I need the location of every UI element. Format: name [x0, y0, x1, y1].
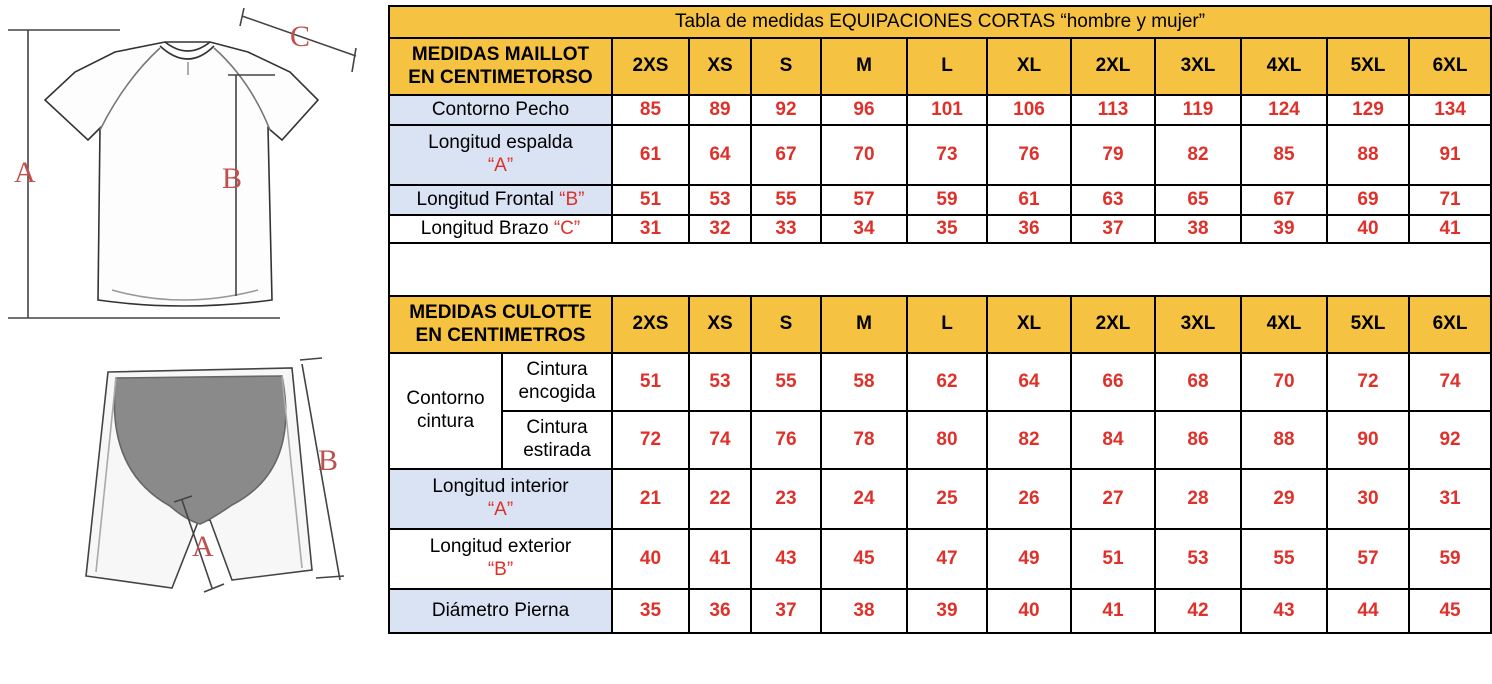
value-cell: 119: [1155, 95, 1241, 125]
maillot-header: [389, 38, 612, 95]
row-label: [389, 589, 612, 633]
value-cell: 51: [612, 353, 689, 411]
value-cell: 26: [987, 469, 1071, 529]
size-header: XS: [689, 38, 751, 95]
value-cell: 49: [987, 529, 1071, 589]
value-cell: 124: [1241, 95, 1327, 125]
jersey-label-c: C: [290, 20, 311, 53]
value-cell: 70: [821, 125, 907, 185]
row-label-line2: estirada: [523, 440, 591, 461]
value-cell: 68: [1155, 353, 1241, 411]
size-header: M: [821, 296, 907, 353]
value-cell: 41: [1071, 589, 1155, 633]
shorts-label-b: B: [318, 444, 339, 477]
value-cell: 78: [821, 411, 907, 469]
row-label-text: Longitud interior: [432, 476, 569, 498]
value-cell: 92: [751, 95, 821, 125]
value-cell: 73: [907, 125, 987, 185]
table-row: [389, 353, 1491, 411]
value-cell: 82: [987, 411, 1071, 469]
value-cell: 53: [689, 353, 751, 411]
value-cell: 55: [1241, 529, 1327, 589]
value-cell: 43: [751, 529, 821, 589]
value-cell: 88: [1241, 411, 1327, 469]
value-cell: 64: [689, 125, 751, 185]
culotte-header-line2: EN CENTIMETROS: [415, 324, 586, 346]
size-header: XL: [987, 296, 1071, 353]
table-row: [389, 215, 1491, 243]
value-cell: 113: [1071, 95, 1155, 125]
spacer-cell: [389, 243, 1491, 296]
table-row: [389, 95, 1491, 125]
size-header: 2XS: [612, 38, 689, 95]
shorts-diagram: [86, 358, 344, 592]
value-cell: 72: [1327, 353, 1409, 411]
maillot-header-line1: MEDIDAS MAILLOT: [411, 43, 590, 65]
value-cell: 23: [751, 469, 821, 529]
value-cell: 57: [821, 185, 907, 215]
row-label: [389, 215, 612, 243]
row-label-suffix: “A”: [487, 499, 514, 520]
value-cell: 37: [751, 589, 821, 633]
value-cell: 38: [821, 589, 907, 633]
value-cell: 76: [751, 411, 821, 469]
size-header: 3XL: [1155, 38, 1241, 95]
row-label-suffix: “C”: [553, 217, 581, 239]
value-cell: 29: [1241, 469, 1327, 529]
value-cell: 45: [821, 529, 907, 589]
value-cell: 31: [1409, 469, 1491, 529]
value-cell: 84: [1071, 411, 1155, 469]
shorts-label-a: A: [192, 530, 214, 563]
table-row: [389, 125, 1491, 185]
table-title: Tabla de medidas EQUIPACIONES CORTAS “hombre y mujer”: [389, 6, 1491, 38]
size-header: 5XL: [1327, 296, 1409, 353]
value-cell: 61: [612, 125, 689, 185]
value-cell: 35: [612, 589, 689, 633]
row-label: [389, 95, 612, 125]
value-cell: 40: [612, 529, 689, 589]
group-label-line2: cintura: [416, 411, 475, 432]
maillot-header-line2: EN CENTIMETORSO: [408, 66, 593, 88]
value-cell: 69: [1327, 185, 1409, 215]
row-label: [502, 353, 612, 411]
group-label-line1: Contorno: [406, 388, 485, 410]
value-cell: 38: [1155, 215, 1241, 243]
table-row: [389, 185, 1491, 215]
group-label: [389, 353, 502, 469]
value-cell: 85: [1241, 125, 1327, 185]
value-cell: 76: [987, 125, 1071, 185]
value-cell: 58: [821, 353, 907, 411]
value-cell: 80: [907, 411, 987, 469]
size-header: XS: [689, 296, 751, 353]
size-header: 5XL: [1327, 38, 1409, 95]
value-cell: 63: [1071, 185, 1155, 215]
jersey-label-b: B: [222, 162, 243, 195]
size-header: 6XL: [1409, 296, 1491, 353]
value-cell: 44: [1327, 589, 1409, 633]
size-header: 4XL: [1241, 38, 1327, 95]
value-cell: 37: [1071, 215, 1155, 243]
size-header: M: [821, 38, 907, 95]
row-label-line2: encogida: [518, 382, 596, 403]
value-cell: 36: [987, 215, 1071, 243]
value-cell: 53: [1155, 529, 1241, 589]
row-label-suffix: “B”: [559, 188, 585, 210]
value-cell: 90: [1327, 411, 1409, 469]
size-header: S: [751, 38, 821, 95]
value-cell: 88: [1327, 125, 1409, 185]
value-cell: 89: [689, 95, 751, 125]
value-cell: 31: [612, 215, 689, 243]
value-cell: 61: [987, 185, 1071, 215]
row-label-text: Longitud espalda: [428, 132, 573, 154]
table-row: [389, 529, 1491, 589]
value-cell: 51: [1071, 529, 1155, 589]
value-cell: 39: [1241, 215, 1327, 243]
value-cell: 70: [1241, 353, 1327, 411]
value-cell: 66: [1071, 353, 1155, 411]
size-header: L: [907, 296, 987, 353]
row-label-text: Longitud Brazo: [420, 217, 549, 239]
table-row: [389, 469, 1491, 529]
value-cell: 34: [821, 215, 907, 243]
value-cell: 43: [1241, 589, 1327, 633]
value-cell: 41: [689, 529, 751, 589]
row-label-line1: Cintura: [526, 417, 588, 439]
value-cell: 36: [689, 589, 751, 633]
value-cell: 25: [907, 469, 987, 529]
row-label-text: Longitud Frontal: [416, 188, 554, 210]
value-cell: 91: [1409, 125, 1491, 185]
size-header: 3XL: [1155, 296, 1241, 353]
value-cell: 96: [821, 95, 907, 125]
value-cell: 106: [987, 95, 1071, 125]
title-row: [389, 6, 1491, 38]
value-cell: 101: [907, 95, 987, 125]
value-cell: 33: [751, 215, 821, 243]
table-row: [389, 411, 1491, 469]
value-cell: 45: [1409, 589, 1491, 633]
value-cell: 30: [1327, 469, 1409, 529]
value-cell: 21: [612, 469, 689, 529]
value-cell: 35: [907, 215, 987, 243]
value-cell: 41: [1409, 215, 1491, 243]
value-cell: 32: [689, 215, 751, 243]
table-row: [389, 589, 1491, 633]
garment-diagrams: [0, 0, 388, 684]
value-cell: 74: [1409, 353, 1491, 411]
row-label-line1: Cintura: [526, 359, 588, 381]
culotte-header: [389, 296, 612, 353]
spacer-row: [389, 243, 1491, 296]
row-label: [389, 469, 612, 529]
culotte-header-line1: MEDIDAS CULOTTE: [409, 301, 592, 323]
value-cell: 51: [612, 185, 689, 215]
value-cell: 85: [612, 95, 689, 125]
value-cell: 64: [987, 353, 1071, 411]
value-cell: 65: [1155, 185, 1241, 215]
value-cell: 134: [1409, 95, 1491, 125]
row-label-suffix: “A”: [487, 155, 514, 176]
culotte-header-row: [389, 296, 1491, 353]
size-chart-table: [388, 5, 1492, 634]
row-label: [389, 529, 612, 589]
value-cell: 39: [907, 589, 987, 633]
value-cell: 59: [1409, 529, 1491, 589]
value-cell: 22: [689, 469, 751, 529]
value-cell: 24: [821, 469, 907, 529]
row-label: [389, 185, 612, 215]
row-label-text: Contorno Pecho: [431, 98, 570, 120]
value-cell: 62: [907, 353, 987, 411]
value-cell: 57: [1327, 529, 1409, 589]
jersey-diagram: [8, 8, 356, 318]
value-cell: 53: [689, 185, 751, 215]
value-cell: 74: [689, 411, 751, 469]
value-cell: 72: [612, 411, 689, 469]
value-cell: 67: [751, 125, 821, 185]
value-cell: 129: [1327, 95, 1409, 125]
row-label-text: Diámetro Pierna: [431, 599, 570, 621]
value-cell: 71: [1409, 185, 1491, 215]
jersey-label-a: A: [14, 156, 36, 189]
value-cell: 28: [1155, 469, 1241, 529]
value-cell: 55: [751, 353, 821, 411]
size-header: 6XL: [1409, 38, 1491, 95]
value-cell: 82: [1155, 125, 1241, 185]
size-header: L: [907, 38, 987, 95]
size-header: 4XL: [1241, 296, 1327, 353]
value-cell: 42: [1155, 589, 1241, 633]
value-cell: 67: [1241, 185, 1327, 215]
row-label-text: Longitud exterior: [429, 536, 572, 558]
row-label-suffix: “B”: [487, 559, 514, 580]
row-label: [502, 411, 612, 469]
value-cell: 92: [1409, 411, 1491, 469]
value-cell: 59: [907, 185, 987, 215]
value-cell: 47: [907, 529, 987, 589]
value-cell: 27: [1071, 469, 1155, 529]
maillot-header-row: [389, 38, 1491, 95]
size-header: 2XL: [1071, 296, 1155, 353]
size-header: 2XS: [612, 296, 689, 353]
value-cell: 40: [1327, 215, 1409, 243]
row-label: [389, 125, 612, 185]
value-cell: 55: [751, 185, 821, 215]
value-cell: 79: [1071, 125, 1155, 185]
size-header: XL: [987, 38, 1071, 95]
size-header: S: [751, 296, 821, 353]
value-cell: 40: [987, 589, 1071, 633]
size-header: 2XL: [1071, 38, 1155, 95]
value-cell: 86: [1155, 411, 1241, 469]
